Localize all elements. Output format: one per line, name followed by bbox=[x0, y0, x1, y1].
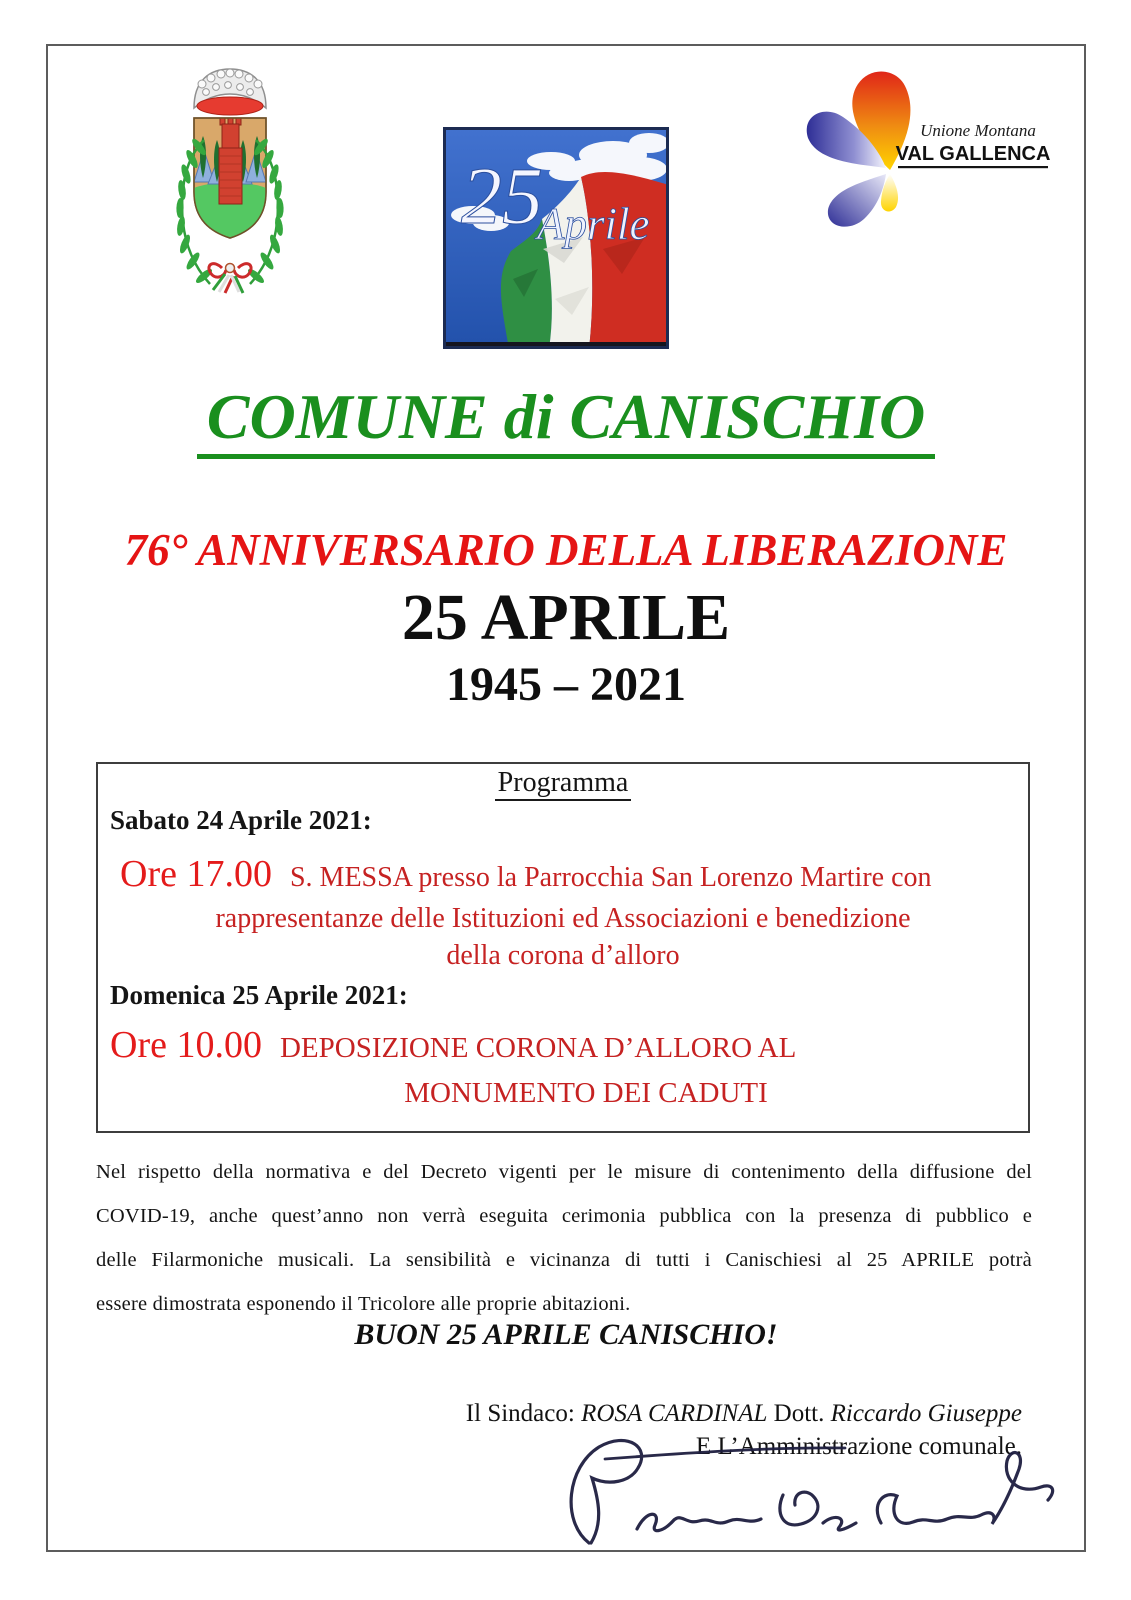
union-name-line2: VAL GALLENCA bbox=[895, 143, 1050, 165]
program-box bbox=[96, 762, 1030, 1133]
saturday-event-line2: rappresentanze delle Istituzioni ed Associazioni e benedizione bbox=[215, 902, 911, 934]
anniversary-heading: 76° ANNIVERSARIO DELLA LIBERAZIONE bbox=[124, 525, 1008, 575]
municipality-title: COMUNE di CANISCHIO bbox=[197, 383, 935, 459]
notice-line: essere dimostrata esponendo il Tricolore alle proprie abitazioni. bbox=[96, 1293, 631, 1315]
notice-line: COVID-19, anche quest’anno non verrà eseguita cerimonia pubblica con la presenza di pubblico e bbox=[96, 1205, 1032, 1227]
sunday-time: Ore 10.00 bbox=[110, 1024, 262, 1067]
saturday-event-text: S. MESSA presso la Parrocchia San Lorenzo Martire con bbox=[289, 861, 932, 893]
val-gallenca-logo bbox=[798, 70, 1050, 230]
saturday-event-line3: della corona d’alloro bbox=[446, 939, 680, 971]
mayor-line: Il Sindaco: ROSA CARDINAL Dott. Riccardo Giuseppe bbox=[465, 1400, 1022, 1427]
shield-icon bbox=[194, 118, 266, 238]
years-range: 1945 – 2021 bbox=[446, 658, 686, 711]
greeting-line: BUON 25 APRILE CANISCHIO! bbox=[354, 1318, 778, 1351]
sunday-event-line2: MONUMENTO DEI CADUTI bbox=[404, 1076, 768, 1109]
page-title bbox=[46, 383, 1086, 459]
saturday-heading: Sabato 24 Aprile 2021: bbox=[110, 804, 372, 835]
sunday-heading: Domenica 25 Aprile 2021: bbox=[110, 980, 408, 1011]
mayor-given-name: Riccardo Giuseppe bbox=[830, 1400, 1022, 1427]
tricolor-ribbon-icon bbox=[209, 264, 251, 294]
covid-notice bbox=[96, 1150, 1032, 1326]
program-title: Programma bbox=[98, 767, 1028, 799]
notice-line: delle Filarmoniche musicali. La sensibilità e vicinanza di tutti i Canischiesi al 25 APRILE potrà bbox=[96, 1249, 1032, 1271]
aprile-number-text: 25 bbox=[461, 150, 543, 241]
mural-crown-icon bbox=[194, 69, 266, 115]
25-aprile-flag-image bbox=[443, 127, 669, 349]
sunday-event-text: DEPOSIZIONE CORONA D’ALLORO AL bbox=[279, 1032, 797, 1065]
saturday-time: Ore 17.00 bbox=[120, 852, 272, 895]
tower-icon bbox=[219, 118, 242, 204]
aprile-word-text: Aprile bbox=[537, 199, 650, 249]
event-title: 25 APRILE bbox=[401, 581, 731, 654]
saturday-event-line bbox=[120, 854, 1028, 896]
mayor-signature-image bbox=[545, 1433, 1075, 1558]
mayor-name: ROSA CARDINAL bbox=[581, 1400, 768, 1427]
canischio-coat-of-arms-image bbox=[170, 62, 294, 294]
notice-line: Nel rispetto della normativa e del Decreto vigenti per le misure di contenimento della diffusione del bbox=[96, 1161, 1032, 1183]
administration-line: E L’Amministrazione comunale. bbox=[695, 1432, 1022, 1460]
union-name-line1: Unione Montana bbox=[920, 121, 1036, 140]
sunday-event-line bbox=[110, 1025, 1028, 1067]
